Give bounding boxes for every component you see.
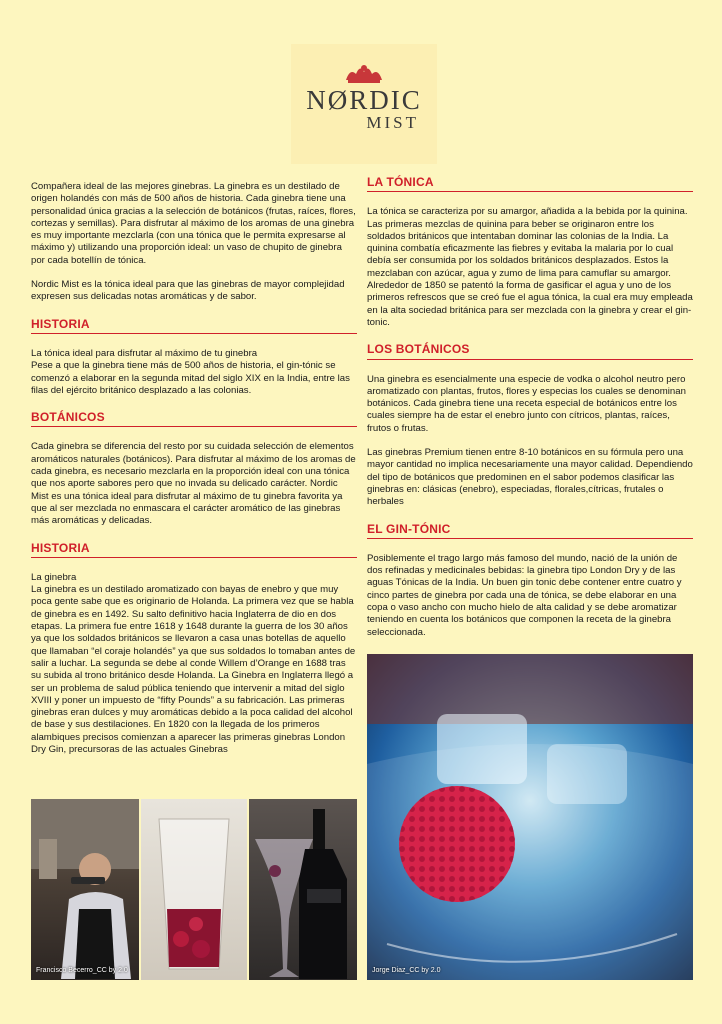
logo-line1: NØRDIC [306,85,422,115]
photo-brockmans-bottle [249,799,357,980]
los-botanicos-paragraph-1: Una ginebra es esencialmente una especie de vodka o alcohol neutro pero aromatizado con plantas, frutos, flores y especias los cuales se denominan botánicos. Cada ginebra tiene una receta especial de botánicos entre los cuales siempre ha de estar el enebro junto con cítricos, plantas, raíces, frutos o frutas. [367,373,686,434]
intro-paragraph: Compañera ideal de las mejores ginebras. La ginebra es un destilado de origen holandés con más de 500 años de historia. Cada ginebra tiene una personalidad única gracias a la selección de botánicos (frutas, raíces, flores, cortezas y semillas). Para disfrutar al máximo de los aromas de una ginebra es muy importante mezclarla (con una tónica que le permita expresarse al máximo y) utilizando una proporción ideal: un vaso de chupito de ginebra por cada botellín de tónica. [31,181,356,266]
tonica-paragraph: La tónica se caracteriza por su amargor, añadida a la bebida por la quinina. Las primeras mezclas de quinina para beber se originaron entre los soldados británicos que intentaban dominar las colonias de la India. La quinina combatía eficazmente las fiebres y evitaba la malaria por lo cual debía ser consumida por los soldados británicos desplazados. Estos la mezclaban con azúcar, agua y zumo de lima para camuflar su amargor. Alrededor de 1850 se patentó la forma de gasificar el agua y uno de los primeros refrescos que se creó fue el agua tónica, la cual era muy empleada en la alta sociedad británica para ser mezclada con la ginebra y crear el gin-tonic. [367,206,693,328]
photo-credit-right: Jorge Diaz_CC by 2.0 [372,967,441,974]
section-heading-los-botanicos: LOS BOTÁNICOS [367,343,693,359]
bottle-illustration [249,799,357,980]
logo-line2: MIST [366,113,419,132]
section-heading-gin-tonic: EL GIN-TÓNIC [367,523,693,539]
section-heading-botanicos: BOTÁNICOS [31,411,357,427]
crown-icon [342,62,386,84]
historia-subtitle: La tónica ideal para disfrutar al máximo de tu ginebra [31,347,258,359]
bartender-illustration [31,799,139,980]
historia-paragraph: Pese a que la ginebra tiene más de 500 años de historia, el gin-tónic se comenzó a elaborar en la segunda mitad del siglo XIX en la India, entre las filas del ejército británico desplazado a las colonias. [31,360,350,396]
left-column [31,181,357,768]
photo-credit-left: Francisco Becerro_CC by 2.0 [36,967,128,974]
photo-glass-berries [141,799,247,980]
los-botanicos-paragraph-2: Las ginebras Premium tienen entre 8-10 botánicos en su fórmula pero una mayor cantidad no implica necesariamente una mayor calidad. Dependiendo del tipo de botánicos que predominen en el sabor podemos clasificar las ginebras en: clásicas (enebro), especiadas, florales,cítricas, frutales o herbales [367,447,693,508]
ginebra-subtitle: La ginebra [31,571,77,583]
ginebra-paragraph: La ginebra es un destilado aromatizado con bayas de enebro y que muy poca gente sabe que es originario de Holanda. La primera vez que se habla de ginebra es en 1492. Su salto definitivo hacia Inglaterra de dio en dos etapas. La primera fue entre 1618 y 1648 durante la guerra de los 30 años ya que los soldados británicos se llevaron a casa unas botellas de aquello que llamaban “el coraje holandés” ya que sus soldados lo tomaban antes de salir a luchar. La segunda se debe al conde Willem d’Orange en 1688 tras su subida al trono británico desde Holanda. La Ginebra en Inglaterra llegó a ser un problema de salud pública teniendo que intervenir a mitad del siglo XVIII y poner un impuesto de “fifty Pounds” a su fabricación. Las primeras ginebras eran dulces y muy aromáticas debido a la poca calidad del alcohol de base y sus destilaciones. En 1820 con la llegada de los primeros alambiques precisos comienzan a aparecer las primeras ginebras London Dry Gin, precursoras de las actuales Ginebras [31,584,356,755]
glass-illustration [141,799,247,980]
intro-paragraph-2: Nordic Mist es la tónica ideal para que las ginebras de mayor complejidad expresen sus delicadas notas aromáticas y de sabor. [31,279,345,303]
section-heading-historia-2: HISTORIA [31,542,357,558]
section-heading-tonica: LA TÓNICA [367,176,693,192]
botanicos-paragraph: Cada ginebra se diferencia del resto por su cuidada selección de elementos aromáticos naturales (botánicos). Para disfrutar al máximo de los aromas de cada ginebra, es necesario mezclarla en la proporción ideal con una tónica que nos aporte sabores pero que no invada su delicado carácter. Nordic Mist es una tónica ideal para disfrutar al máximo de tu ginebra favorita ya que al ser mezclada no enmascara el carácter aromático de las ginebras más aromáticas y delicadas. [31,441,356,527]
photo-gin-tonic-raspberry [367,654,693,980]
right-column [367,176,693,651]
photo-bartender [31,799,139,980]
gin-tonic-illustration [367,654,693,980]
section-heading-historia: HISTORIA [31,318,357,334]
brand-logo [291,44,437,164]
gin-tonic-paragraph: Posiblemente el trago largo más famoso del mundo, nació de la unión de dos refinadas y medicinales bebidas: la ginebra tipo London Dry y de las aguas Tónicas de la India. Un buen gin tonic debe contener entre cuatro y cinco partes de ginebra por cada una de tónica, se debe elaborar en una copa o vaso ancho con mucho hielo de alta calidad y se debe aromatizar teniendo en cuenta los botánicos que componen la receta de la ginebra seleccionada. [367,552,682,638]
